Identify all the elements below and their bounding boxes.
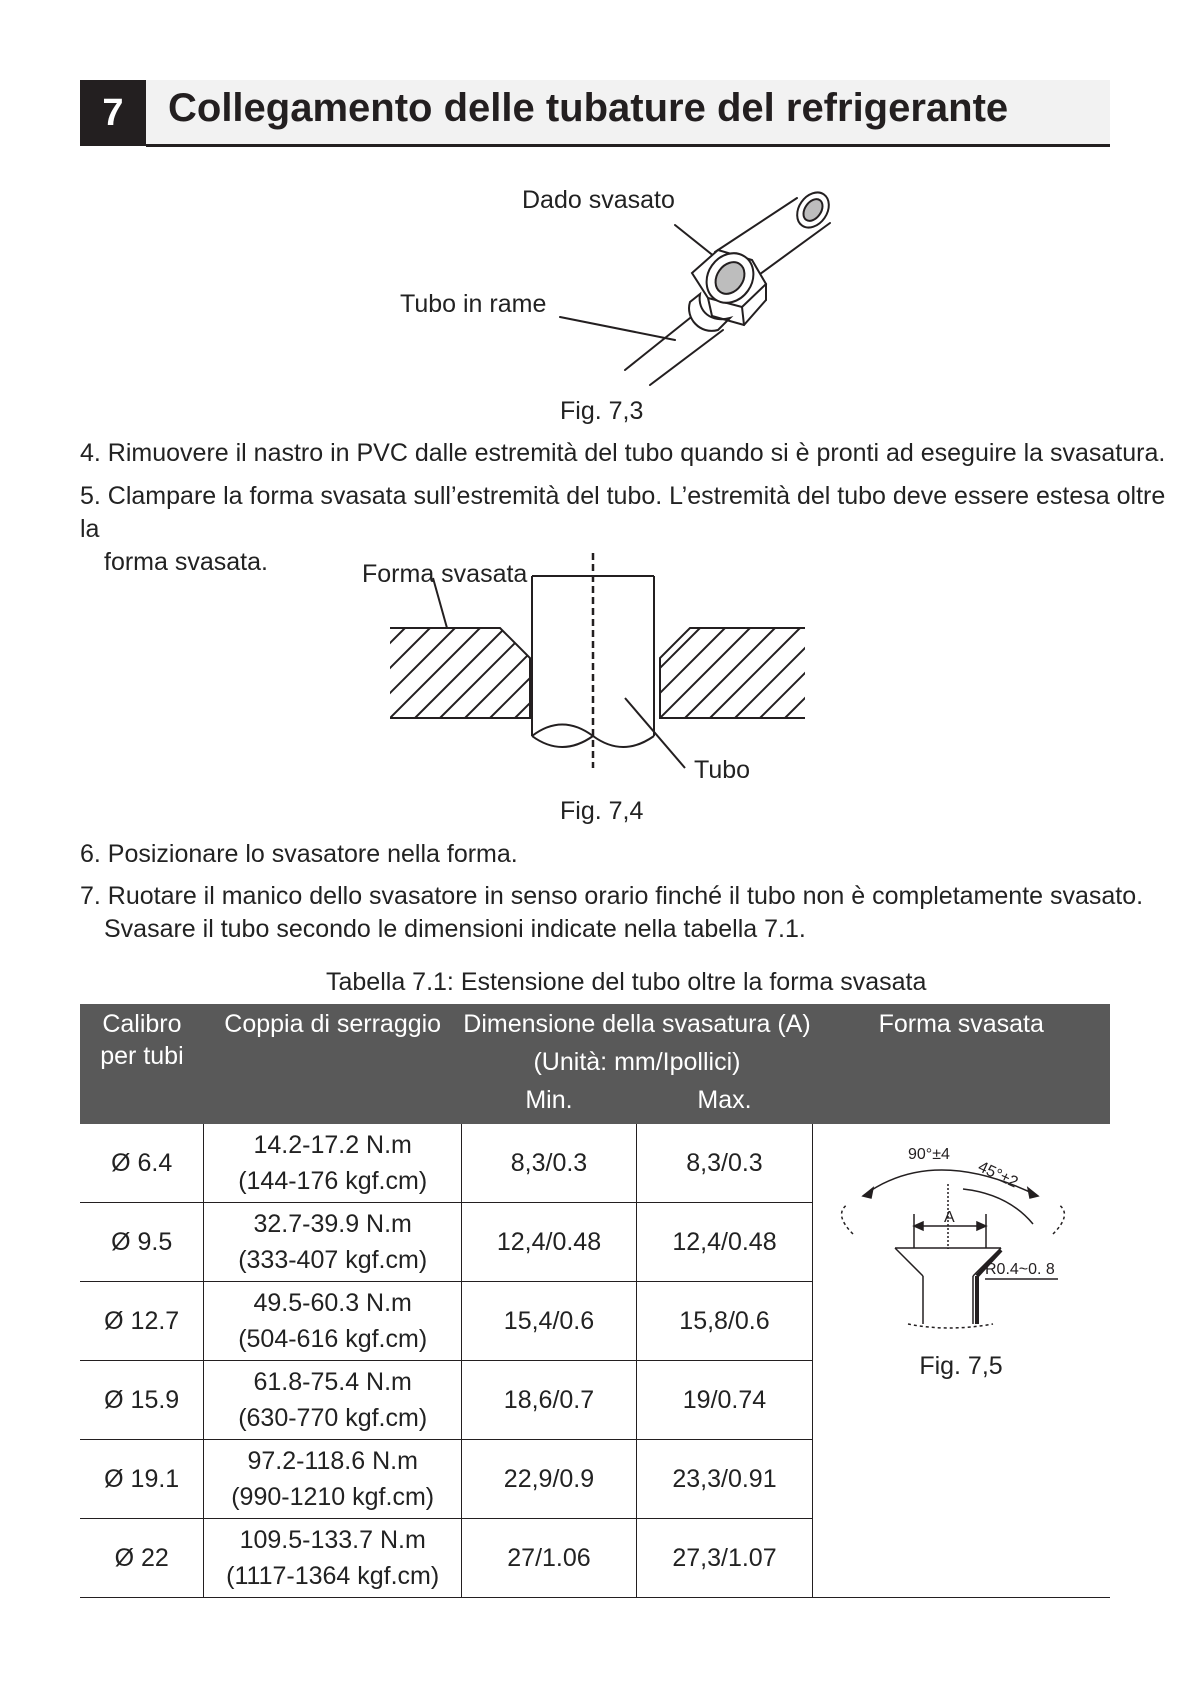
cell-gauge: Ø 12.7 xyxy=(80,1282,204,1361)
cell-torque xyxy=(204,1282,462,1361)
header-shape xyxy=(812,1004,1110,1124)
header-torque-text: Coppia di serraggio xyxy=(224,1010,442,1038)
flare-dimensions-table xyxy=(80,1004,1110,1598)
cell-max: 19/0.74 xyxy=(636,1361,812,1440)
cell-torque-nm: 49.5-60.3 N.m xyxy=(253,1289,412,1317)
figure-7-5-drawing xyxy=(813,1124,1110,1404)
cell-max: 27,3/1.07 xyxy=(636,1519,812,1598)
cell-torque xyxy=(204,1361,462,1440)
step-4 xyxy=(80,437,1165,470)
cell-torque-kgf: (1117-1364 kgf.cm) xyxy=(226,1562,440,1590)
cell-torque-nm: 14.2-17.2 N.m xyxy=(253,1131,412,1159)
figure-7-3-drawing xyxy=(540,190,880,390)
table-caption: Tabella 7.1: Estensione del tubo oltre la forma svasata xyxy=(326,968,927,996)
step-4-text: 4. Rimuovere il nastro in PVC dalle estremità del tubo quando si è pronti ad eseguire la svasatura. xyxy=(80,439,1166,467)
step-6 xyxy=(80,838,518,871)
cell-torque-nm: 32.7-39.9 N.m xyxy=(253,1210,412,1238)
cell-torque xyxy=(204,1124,462,1203)
label-tube: Tubo xyxy=(694,756,751,784)
section-title: Collegamento delle tubature del refrigerante xyxy=(168,86,1009,130)
table-header-row xyxy=(80,1004,1110,1124)
cell-torque xyxy=(204,1440,462,1519)
figure-7-4-drawing xyxy=(385,548,815,778)
caption-fig-7-3: Fig. 7,3 xyxy=(560,397,644,425)
step-7-text-cont: Svasare il tubo secondo le dimensioni indicate nella tabella 7.1. xyxy=(104,915,806,943)
cell-min: 22,9/0.9 xyxy=(461,1440,636,1519)
cell-min: 15,4/0.6 xyxy=(461,1282,636,1361)
cell-max: 8,3/0.3 xyxy=(636,1124,812,1203)
cell-max: 12,4/0.48 xyxy=(636,1203,812,1282)
cell-torque-kgf: (333-407 kgf.cm) xyxy=(238,1246,428,1274)
header-shape-text: Forma svasata xyxy=(878,1010,1044,1038)
label-flare-nut: Dado svasato xyxy=(522,186,675,214)
cell-gauge: Ø 19.1 xyxy=(80,1440,204,1519)
radius-label: R0.4~0. 8 xyxy=(984,1261,1055,1278)
table-row xyxy=(80,1124,1110,1203)
cell-min: 8,3/0.3 xyxy=(461,1124,636,1203)
step-5-text: 5. Clampare la forma svasata sull’estremità del tubo. L’estremità del tubo deve essere estesa oltre la xyxy=(80,482,1166,543)
cell-torque xyxy=(204,1519,462,1598)
label-copper-tube: Tubo in rame xyxy=(400,290,547,318)
caption-fig-7-5: Fig. 7,5 xyxy=(919,1352,1003,1380)
cell-torque xyxy=(204,1203,462,1282)
angle-45-label: 45°±2 xyxy=(975,1158,1021,1192)
cell-torque-nm: 61.8-75.4 N.m xyxy=(253,1368,412,1396)
header-min: Min. xyxy=(525,1086,573,1114)
header-torque xyxy=(204,1004,462,1124)
cell-torque-nm: 109.5-133.7 N.m xyxy=(239,1526,426,1554)
step-7 xyxy=(80,880,1143,946)
cell-gauge: Ø 6.4 xyxy=(80,1124,204,1203)
header-gauge xyxy=(80,1004,204,1124)
step-5-text-cont: forma svasata. xyxy=(104,548,268,576)
cell-min: 12,4/0.48 xyxy=(461,1203,636,1282)
angle-90-label: 90°±4 xyxy=(907,1146,950,1163)
cell-torque-kgf: (144-176 kgf.cm) xyxy=(238,1167,428,1195)
header-gauge-line1: Calibro xyxy=(102,1010,182,1038)
cell-torque-kgf: (630-770 kgf.cm) xyxy=(238,1404,428,1432)
caption-fig-7-4: Fig. 7,4 xyxy=(560,797,644,825)
cell-torque-kgf: (990-1210 kgf.cm) xyxy=(231,1483,435,1511)
header-dimension xyxy=(461,1004,812,1124)
cell-max: 15,8/0.6 xyxy=(636,1282,812,1361)
cell-torque-kgf: (504-616 kgf.cm) xyxy=(238,1325,428,1353)
cell-gauge: Ø 15.9 xyxy=(80,1361,204,1440)
cell-min: 27/1.06 xyxy=(461,1519,636,1598)
cell-torque-nm: 97.2-118.6 N.m xyxy=(247,1447,418,1475)
step-7-text: 7. Ruotare il manico dello svasatore in senso orario finché il tubo non è completamente svasato. xyxy=(80,882,1144,910)
header-dimension-line1: Dimensione della svasatura (A) xyxy=(463,1010,811,1038)
dimension-a-label: A xyxy=(943,1209,955,1226)
header-max: Max. xyxy=(697,1086,752,1114)
cell-gauge: Ø 22 xyxy=(80,1519,204,1598)
section-number: 7 xyxy=(80,80,146,146)
cell-max: 23,3/0.91 xyxy=(636,1440,812,1519)
leader-tube xyxy=(560,317,675,340)
step-6-text: 6. Posizionare lo svasatore nella forma. xyxy=(80,840,518,868)
label-flare-form: Forma svasata xyxy=(362,560,528,588)
cell-flare-shape xyxy=(812,1124,1110,1598)
header-gauge-line2: per tubi xyxy=(100,1042,184,1070)
cell-gauge: Ø 9.5 xyxy=(80,1203,204,1282)
header-dimension-line2: (Unità: mm/Ipollici) xyxy=(533,1048,741,1076)
cell-min: 18,6/0.7 xyxy=(461,1361,636,1440)
